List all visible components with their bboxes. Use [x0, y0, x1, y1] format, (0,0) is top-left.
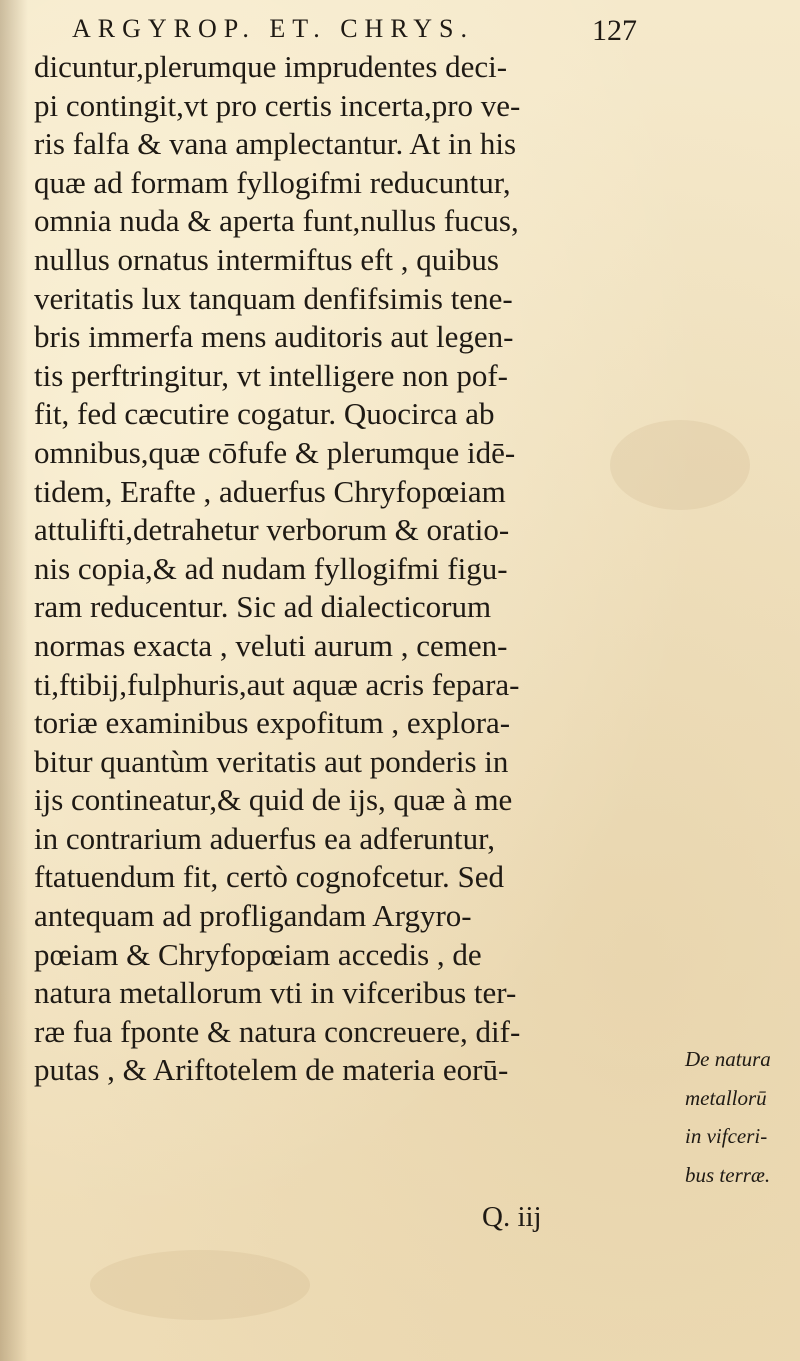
text-line: ijs contineatur,& quid de ijs, quæ à me	[34, 782, 513, 818]
text-line: quæ ad formam fyllogifmi reducuntur,	[34, 164, 511, 200]
text-line: normas exacta , veluti aurum , cemen-	[34, 627, 508, 663]
margin-note-line: De natura	[685, 1047, 771, 1071]
text-line: ftatuendum fit, certò cognofcetur. Sed	[34, 859, 505, 895]
text-line: pi contingit,vt pro certis incerta,pro ve-	[34, 87, 521, 123]
margin-note	[685, 1040, 800, 1194]
text-line: in contrarium aduerfus ea adferuntur,	[34, 820, 495, 856]
text-line: bitur quantùm veritatis aut ponderis in	[34, 743, 509, 779]
text-line: ram reducentur. Sic ad dialecticorum	[34, 589, 492, 625]
margin-note-line: bus terræ.	[685, 1162, 771, 1187]
body-text	[34, 48, 674, 1090]
gutter-shadow	[0, 0, 28, 1361]
text-line: attulifti,detrahetur verborum & oratio-	[34, 512, 510, 548]
text-line: bris immerfa mens auditoris aut legen-	[34, 319, 514, 355]
text-line: omnia nuda & aperta funt,nullus fucus,	[34, 203, 519, 239]
text-line: veritatis lux tanquam denfifsimis tene-	[34, 280, 513, 316]
text-line: antequam ad profligandam Argyro-	[34, 898, 472, 934]
text-line: nullus ornatus intermiftus eft , quibus	[34, 241, 499, 277]
text-line: tidem, Erafte , aduerfus Chryfopœiam	[34, 473, 506, 509]
page-number: 127	[592, 14, 637, 47]
running-head: ARGYROP. ET. CHRYS.	[72, 14, 474, 43]
text-line: nis copia,& ad nudam fyllogifmi figu-	[34, 550, 508, 586]
text-line: ti,ftibij,fulphuris,aut aquæ acris fepara-	[34, 666, 520, 702]
margin-note-line: metallorū	[685, 1085, 767, 1110]
signature-mark: Q. iij	[482, 1201, 542, 1233]
text-line: dicuntur,plerumque imprudentes deci-	[34, 49, 508, 84]
page-header	[72, 14, 732, 52]
margin-note-line: in vifceri-	[685, 1124, 768, 1149]
text-line: tis perftringitur, vt intelligere non pof-	[34, 357, 508, 393]
text-line: ris falfa & vana amplectantur. At in his	[34, 126, 517, 162]
text-line: omnibus,quæ cōfufe & plerumque idē-	[34, 434, 516, 470]
text-line: putas , & Ariftotelem de materia eorū-	[34, 1052, 509, 1088]
text-line: fit, fed cæcutire cogatur. Quocirca ab	[34, 396, 495, 432]
text-line: ræ fua fponte & natura concreuere, dif-	[34, 1013, 521, 1049]
paper-stain	[90, 1250, 310, 1320]
text-line: pœiam & Chryfopœiam accedis , de	[34, 936, 482, 972]
text-line: natura metallorum vti in vifceribus ter-	[34, 975, 517, 1011]
text-line: toriæ examinibus expofitum , explora-	[34, 705, 511, 741]
